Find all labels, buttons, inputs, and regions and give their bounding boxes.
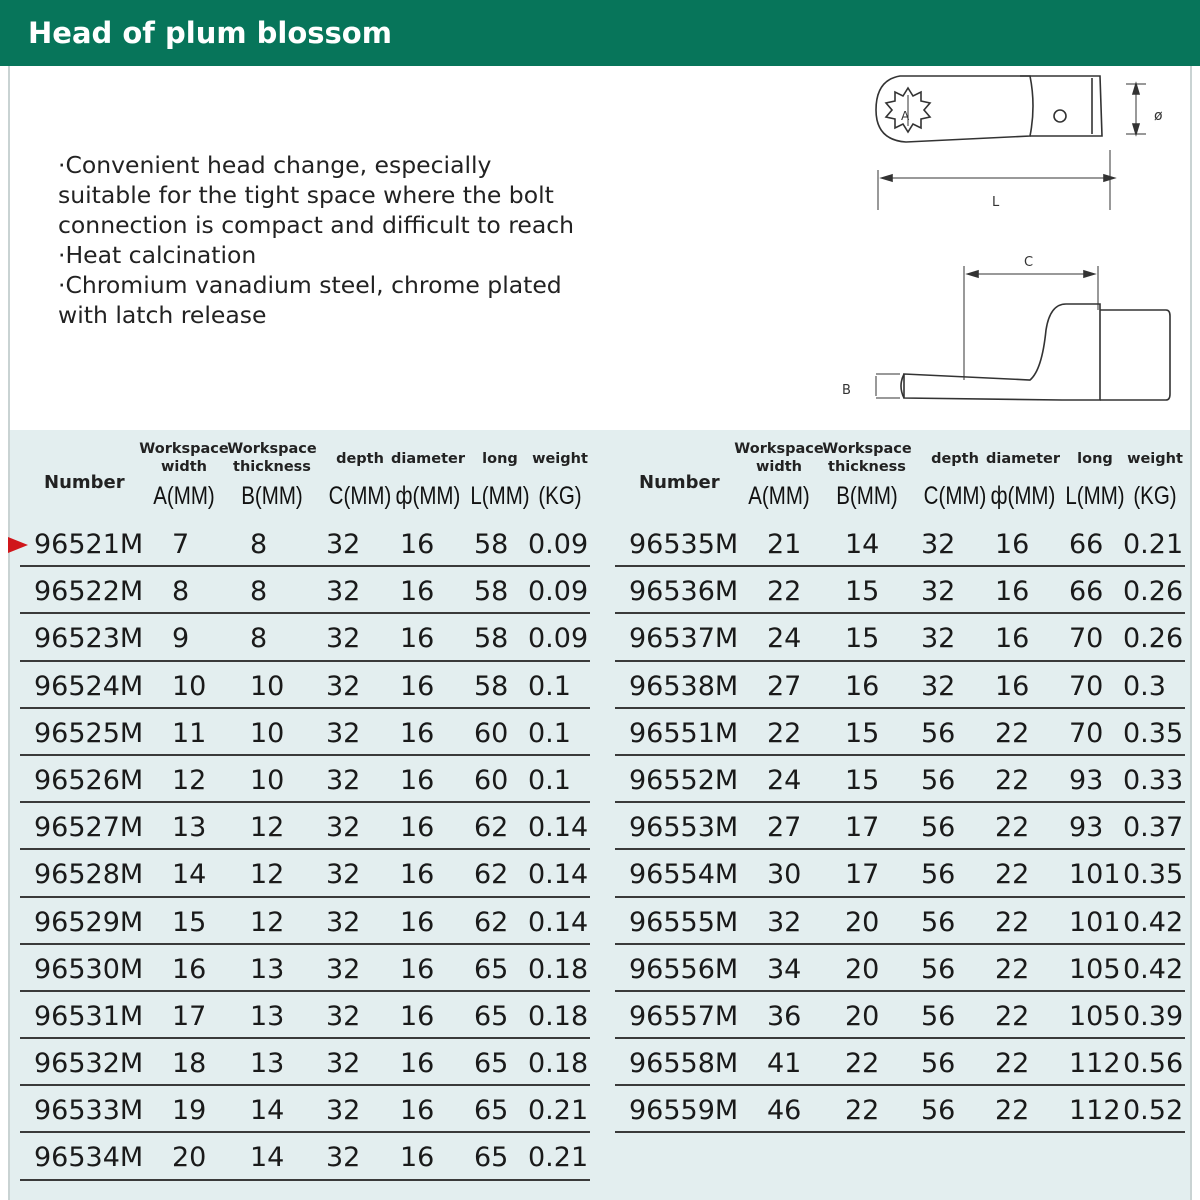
cell-value: 34 (767, 953, 802, 985)
cell-value: 36 (767, 1000, 802, 1032)
cell-value: 16 (995, 576, 1030, 608)
table-row (20, 662, 590, 709)
column-header-unit: C(MM) (328, 482, 392, 510)
column-header-label (817, 440, 917, 476)
cell-value: 30 (767, 859, 802, 891)
cell-value: 62 (474, 906, 509, 938)
cell-value: 16 (845, 670, 880, 702)
cell-value: 60 (474, 717, 509, 749)
column-header-unit: ф(MM) (395, 482, 461, 510)
wrench-head-diagram (830, 70, 1190, 420)
table-row (615, 1039, 1185, 1086)
cell-number: 96554M (629, 859, 739, 891)
cell-value: 21 (767, 529, 802, 560)
column-header-number: Number (639, 472, 720, 493)
cell-value: 20 (845, 906, 880, 938)
column-header-label (134, 440, 234, 476)
cell-value: 32 (326, 953, 361, 985)
cell-value: 20 (172, 1142, 207, 1174)
cell-value: 15 (845, 764, 880, 796)
cell-value: 16 (400, 859, 435, 891)
cell-value: 65 (474, 953, 509, 985)
cell-value: 0.35 (1123, 859, 1184, 891)
cell-value: 0.42 (1123, 953, 1184, 985)
cell-value: 12 (250, 859, 285, 891)
cell-value: 0.1 (528, 764, 571, 796)
cell-value: 70 (1069, 670, 1104, 702)
column-header-line: long (1077, 451, 1113, 467)
cell-value: 0.09 (528, 576, 589, 608)
cell-number: 96531M (34, 1000, 144, 1032)
cell-value: 0.21 (528, 1095, 589, 1127)
table-row (615, 945, 1185, 992)
cell-value: 58 (474, 529, 509, 560)
cell-value: 24 (767, 623, 802, 655)
cell-value: 8 (250, 576, 268, 608)
cell-value: 58 (474, 670, 509, 702)
column-header-label (222, 440, 322, 476)
table-row (615, 662, 1185, 709)
cell-value: 56 (921, 1000, 956, 1032)
table-row (20, 992, 590, 1039)
table-header (20, 430, 590, 520)
cell-value: 0.21 (1123, 529, 1184, 560)
cell-value: 56 (921, 859, 956, 891)
cell-value: 60 (474, 764, 509, 796)
cell-value: 16 (995, 670, 1030, 702)
column-header-line: width (161, 459, 207, 475)
table-row (20, 945, 590, 992)
feature-line: connection is compact and difficult to reach (58, 211, 575, 239)
table-row (20, 1039, 590, 1086)
cell-value: 32 (326, 1000, 361, 1032)
cell-value: 16 (400, 953, 435, 985)
diagram-label-diameter: ø (1154, 108, 1163, 124)
cell-value: 32 (326, 812, 361, 844)
column-header-line: depth (336, 451, 384, 467)
spec-table-right (615, 430, 1185, 1133)
cell-value: 0.1 (528, 670, 571, 702)
top-view-drawing (876, 76, 1146, 210)
column-header-unit: L(MM) (1065, 482, 1125, 510)
cell-value: 32 (767, 906, 802, 938)
cell-value: 16 (400, 1142, 435, 1174)
table-row (20, 1086, 590, 1133)
cell-value: 32 (326, 529, 361, 560)
cell-value: 0.35 (1123, 717, 1184, 749)
column-header-unit: B(MM) (241, 482, 303, 510)
table-row (20, 567, 590, 614)
cell-value: 32 (326, 859, 361, 891)
cell-value: 70 (1069, 623, 1104, 655)
column-header-line: Workspace (734, 441, 824, 457)
cell-value: 12 (250, 906, 285, 938)
cell-value: 56 (921, 953, 956, 985)
cell-value: 10 (250, 717, 285, 749)
cell-value: 7 (172, 529, 190, 560)
cell-value: 0.52 (1123, 1095, 1184, 1127)
cell-value: 65 (474, 1048, 509, 1080)
cell-number: 96526M (34, 764, 144, 796)
cell-number: 96557M (629, 1000, 739, 1032)
cell-value: 10 (250, 670, 285, 702)
cell-value: 22 (995, 717, 1030, 749)
cell-value: 32 (326, 717, 361, 749)
cell-number: 96536M (629, 576, 739, 608)
cell-value: 24 (767, 764, 802, 796)
column-header-unit: L(MM) (470, 482, 530, 510)
column-header-unit: B(MM) (836, 482, 898, 510)
cell-value: 105 (1069, 953, 1121, 985)
cell-value: 0.37 (1123, 812, 1184, 844)
table-row (615, 1086, 1185, 1133)
cell-number: 96552M (629, 764, 739, 796)
cell-value: 0.18 (528, 1000, 589, 1032)
cell-value: 32 (326, 670, 361, 702)
cell-value: 19 (172, 1095, 207, 1127)
table-row (615, 803, 1185, 850)
cell-number: 96553M (629, 812, 739, 844)
cell-value: 22 (995, 1000, 1030, 1032)
cell-value: 14 (250, 1095, 285, 1127)
cell-value: 12 (250, 812, 285, 844)
cell-value: 41 (767, 1048, 802, 1080)
cell-value: 15 (845, 623, 880, 655)
cell-value: 16 (400, 717, 435, 749)
cell-value: 27 (767, 812, 802, 844)
table-row (615, 850, 1185, 897)
cell-value: 8 (172, 576, 190, 608)
cell-number: 96521M (34, 529, 144, 560)
cell-value: 22 (845, 1095, 880, 1127)
cell-value: 10 (250, 764, 285, 796)
cell-number: 96529M (34, 906, 144, 938)
cell-value: 46 (767, 1095, 802, 1127)
column-header-label (1105, 450, 1200, 468)
cell-value: 16 (400, 1095, 435, 1127)
cell-value: 22 (845, 1048, 880, 1080)
cell-value: 22 (767, 717, 802, 749)
cell-value: 101 (1069, 906, 1121, 938)
column-header-line: diameter (986, 451, 1060, 467)
cell-number: 96556M (629, 953, 739, 985)
cell-value: 8 (250, 623, 268, 655)
cell-number: 96535M (629, 529, 739, 560)
cell-number: 96524M (34, 670, 144, 702)
cell-value: 32 (921, 529, 956, 560)
cell-number: 96532M (34, 1048, 144, 1080)
cell-number: 96533M (34, 1095, 144, 1127)
cell-value: 65 (474, 1000, 509, 1032)
cell-value: 16 (400, 1048, 435, 1080)
cell-value: 16 (400, 906, 435, 938)
cell-number: 96558M (629, 1048, 739, 1080)
cell-value: 112 (1069, 1048, 1121, 1080)
cell-value: 0.18 (528, 953, 589, 985)
cell-value: 16 (995, 529, 1030, 560)
cell-value: 56 (921, 1048, 956, 1080)
cell-value: 0.14 (528, 906, 589, 938)
cell-number: 96522M (34, 576, 144, 608)
cell-value: 14 (845, 529, 880, 560)
cell-value: 66 (1069, 576, 1104, 608)
column-header-number: Number (44, 472, 125, 493)
feature-line: ·Heat calcination (58, 241, 257, 269)
column-header-line: weight (1127, 451, 1183, 467)
cell-value: 22 (995, 764, 1030, 796)
cell-number: 96530M (34, 953, 144, 985)
column-header-line: width (756, 459, 802, 475)
cell-value: 56 (921, 717, 956, 749)
cell-value: 0.14 (528, 812, 589, 844)
column-header-unit: A(MM) (153, 482, 215, 510)
cell-value: 10 (172, 670, 207, 702)
table-row (615, 709, 1185, 756)
cell-number: 96555M (629, 906, 739, 938)
cell-number: 96525M (34, 717, 144, 749)
cell-value: 105 (1069, 1000, 1121, 1032)
side-view-drawing (876, 266, 1170, 400)
table-row (20, 756, 590, 803)
cell-value: 93 (1069, 812, 1104, 844)
cell-value: 18 (172, 1048, 207, 1080)
diagram-label-b: B (842, 383, 851, 398)
column-header-line: Workspace (227, 441, 317, 457)
cell-value: 13 (250, 1048, 285, 1080)
table-row (615, 898, 1185, 945)
cell-value: 32 (326, 623, 361, 655)
cell-value: 101 (1069, 859, 1121, 891)
cell-value: 15 (172, 906, 207, 938)
table-row (20, 709, 590, 756)
feature-line: ·Chromium vanadium steel, chrome plated (58, 271, 562, 299)
cell-value: 17 (845, 859, 880, 891)
cell-value: 0.1 (528, 717, 571, 749)
cell-value: 58 (474, 623, 509, 655)
column-header-line: depth (931, 451, 979, 467)
cell-value: 32 (326, 906, 361, 938)
cell-value: 20 (845, 1000, 880, 1032)
table-row (20, 614, 590, 661)
feature-line: ·Convenient head change, especially (58, 151, 492, 179)
column-header-line: thickness (233, 459, 311, 475)
cell-value: 0.33 (1123, 764, 1184, 796)
cell-value: 32 (326, 764, 361, 796)
cell-value: 0.26 (1123, 576, 1184, 608)
page-title: Head of plum blossom (28, 16, 392, 50)
cell-number: 96527M (34, 812, 144, 844)
cell-value: 32 (326, 576, 361, 608)
cell-value: 16 (172, 953, 207, 985)
cell-value: 32 (326, 1048, 361, 1080)
column-header-unit: A(MM) (748, 482, 810, 510)
cell-value: 0.21 (528, 1142, 589, 1174)
table-row (20, 520, 590, 567)
page-header (0, 0, 1200, 66)
cell-value: 22 (995, 1095, 1030, 1127)
spec-table-left (20, 430, 590, 1181)
highlight-arrow-icon (8, 537, 28, 553)
cell-value: 56 (921, 764, 956, 796)
cell-value: 9 (172, 623, 190, 655)
cell-value: 62 (474, 812, 509, 844)
cell-value: 65 (474, 1095, 509, 1127)
column-header-line: weight (532, 451, 588, 467)
cell-value: 0.14 (528, 859, 589, 891)
cell-value: 65 (474, 1142, 509, 1174)
cell-number: 96528M (34, 859, 144, 891)
column-header-line: long (482, 451, 518, 467)
feature-line: with latch release (58, 301, 267, 329)
table-row (20, 850, 590, 897)
cell-value: 12 (172, 764, 207, 796)
feature-list (58, 150, 618, 330)
cell-value: 0.09 (528, 529, 589, 560)
cell-value: 32 (921, 670, 956, 702)
diagram-label-l: L (992, 195, 1000, 210)
table-row (20, 898, 590, 945)
column-header-line: Workspace (139, 441, 229, 457)
cell-number: 96551M (629, 717, 739, 749)
cell-value: 66 (1069, 529, 1104, 560)
cell-value: 16 (400, 1000, 435, 1032)
cell-value: 16 (400, 812, 435, 844)
cell-number: 96559M (629, 1095, 739, 1127)
cell-value: 11 (172, 717, 207, 749)
cell-value: 93 (1069, 764, 1104, 796)
cell-value: 16 (400, 623, 435, 655)
cell-value: 14 (172, 859, 207, 891)
column-header-unit: ф(MM) (990, 482, 1056, 510)
table-header (615, 430, 1185, 520)
cell-value: 27 (767, 670, 802, 702)
cell-value: 16 (400, 764, 435, 796)
column-header-line: thickness (828, 459, 906, 475)
cell-value: 22 (995, 1048, 1030, 1080)
cell-value: 8 (250, 529, 268, 560)
spec-table-area (10, 430, 1190, 1200)
table-row (615, 992, 1185, 1039)
cell-value: 0.3 (1123, 670, 1166, 702)
cell-number: 96523M (34, 623, 144, 655)
cell-value: 16 (995, 623, 1030, 655)
cell-value: 16 (400, 670, 435, 702)
cell-number: 96537M (629, 623, 739, 655)
cell-number: 96534M (34, 1142, 144, 1174)
column-header-label (729, 440, 829, 476)
cell-value: 0.42 (1123, 906, 1184, 938)
cell-value: 15 (845, 717, 880, 749)
cell-value: 0.39 (1123, 1000, 1184, 1032)
column-header-unit: C(MM) (923, 482, 987, 510)
cell-value: 56 (921, 812, 956, 844)
cell-value: 22 (995, 812, 1030, 844)
cell-value: 15 (845, 576, 880, 608)
cell-value: 22 (995, 953, 1030, 985)
cell-value: 0.56 (1123, 1048, 1184, 1080)
diagram-label-c: C (1024, 255, 1034, 270)
cell-value: 58 (474, 576, 509, 608)
cell-number: 96538M (629, 670, 739, 702)
cell-value: 56 (921, 906, 956, 938)
table-row (615, 520, 1185, 567)
cell-value: 20 (845, 953, 880, 985)
diagram-label-a: A (901, 109, 910, 123)
table-row (615, 756, 1185, 803)
cell-value: 13 (172, 812, 207, 844)
cell-value: 16 (400, 529, 435, 560)
cell-value: 56 (921, 1095, 956, 1127)
table-row (615, 567, 1185, 614)
cell-value: 70 (1069, 717, 1104, 749)
cell-value: 32 (921, 576, 956, 608)
cell-value: 13 (250, 1000, 285, 1032)
cell-value: 0.26 (1123, 623, 1184, 655)
cell-value: 16 (400, 576, 435, 608)
cell-value: 62 (474, 859, 509, 891)
cell-value: 22 (995, 859, 1030, 891)
cell-value: 32 (326, 1142, 361, 1174)
cell-value: 32 (921, 623, 956, 655)
column-header-label (510, 450, 610, 468)
cell-value: 22 (767, 576, 802, 608)
column-header-unit: (KG) (1133, 482, 1177, 510)
cell-value: 0.18 (528, 1048, 589, 1080)
cell-value: 112 (1069, 1095, 1121, 1127)
column-header-line: diameter (391, 451, 465, 467)
cell-value: 32 (326, 1095, 361, 1127)
cell-value: 17 (172, 1000, 207, 1032)
column-header-unit: (KG) (538, 482, 582, 510)
cell-value: 14 (250, 1142, 285, 1174)
cell-value: 13 (250, 953, 285, 985)
cell-value: 22 (995, 906, 1030, 938)
column-header-line: Workspace (822, 441, 912, 457)
table-row (615, 614, 1185, 661)
table-row (20, 1133, 590, 1180)
cell-value: 0.09 (528, 623, 589, 655)
table-row (20, 803, 590, 850)
cell-value: 17 (845, 812, 880, 844)
feature-line: suitable for the tight space where the bolt (58, 181, 554, 209)
